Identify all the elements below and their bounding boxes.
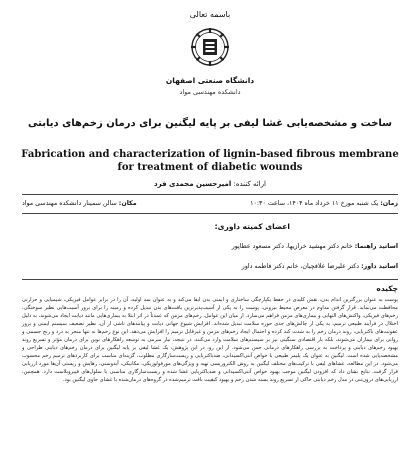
referees-line xyxy=(242,263,398,270)
presenter-name: امیرحسین محمدی فرد xyxy=(154,180,232,188)
datetime-value: یک شنبه مورخ ۱۱ خرداد ماه ۱۴۰۴، ساعت ۱۰:۳۰ xyxy=(250,200,379,207)
university-logo xyxy=(190,27,230,67)
title-english: Fabrication and characterization of lignin-based fibrous membrane for treatment of diabetic wounds xyxy=(21,149,399,173)
session-datetime xyxy=(250,200,398,207)
faculty-name: دانشکده مهندسی مواد xyxy=(179,88,241,96)
abstract-heading: چکیده xyxy=(376,284,398,293)
presenter-label: ارائه کننده: xyxy=(233,180,266,188)
datetime-label: زمان: xyxy=(380,200,398,207)
session-place xyxy=(22,200,137,207)
title-persian: ساخت و مشخصه‌یابی غشا لیفی بر پایه لیگنین برای درمان زخم‌های دیابتی xyxy=(28,118,392,129)
divider xyxy=(22,279,398,280)
abstract-body: پوست به عنوان بزرگترین اندام بدن، نقش کلیدی در حفظ یکپارچگی ساختاری و ایمنی بدن ایفا می‌کند و به عنوان سد اولیه، آن را در برابر عوامل فیزیکی، شیمیایی و حرارتی محافظت می‌نماید. قرار گرفتن مداوم در معرض محیط بیرونی، پوست را به یکی از آسیب‌پذیرترین بافت‌های بدن تبدیل کرده و زمینه را برای بروز آسیب‌هایی نظیر سوختگی، زخم‌های فیزیکی، واکنش‌های التهابی و بیماری‌های مزمن فراهم می‌سازد. از میان این عوامل، زخم‌های مزمن که عمدتاً در اثر ابتلا به بیماری‌هایی مانند دیابت ایجاد می‌شوند، به دلیل اختلال در فرآیند طبیعی ترمیم، به یکی از چالش‌های جدی حوزه سلامت تبدیل شده‌اند. افزایش شیوع جهانی دیابت و پیامدهای ناشی از آن، نظیر تضعیف سیستم ایمنی و بروز عفونت‌های باکتریایی، روند درمان زخم را به شدت کند کرده و احتمال ایجاد زخم‌های مزمن و غیرقابل ترمیم را افزایش می‌دهد. این نوع زخم‌ها نه تنها منجر به درد و رنج جسمی و روانی برای بیماران می‌شوند، بلکه بار اقتصادی سنگینی نیز بر سیستم‌های سلامت وارد می‌کنند. در نتیجه، نیاز مبرمی به توسعه راهکارهای نوین برای درمان مؤثر و تسریع روند بهبود زخم‌های دیابتی و پرداخت به بررسی راهکارهای درمانی حس می‌شود. از این رو، در این پژوهش، یک غشا لیفی بر پایه لیگنین برای درمان زخم‌های دیابتی طراحی و مشخصه‌یابی شده است. لیگنین به عنوان یک پلیمر طبیعی با خواص آنتی‌اکسیدانی، ضدباکتریایی و زیست‌سازگاری مطلوب، گزینه‌ای مناسب برای کاربردهای ترمیم زخم محسوب می‌شود. در این مطالعه، غشاهای لیفی با ترکیب‌های مختلف لیگنین به روش الکتروریسی تهیه و ویژگی‌های مورفولوژیکی، مکانیکی، آبدوستی، رهایش و زیستی آن‌ها مورد ارزیابی قرار گرفت. نتایج نشان داد که افزودن لیگنین موجب بهبود خواص آنتی‌اکسیدانی و ضدباکتریایی غشا شده و زیست‌سازگاری مناسبی با سلول‌های فیبروبلاست دارد. همچنین، ارزیابی‌های درون‌تنی در مدل زخم دیابتی حاکی از تسریع روند بسته شدن زخم و بهبود کیفیت بافت ترمیم‌شده در گروه‌های درمان‌شده با غشای حاوی لیگنین بود. xyxy=(22,297,398,383)
university-name: دانشگاه صنعتی اصفهان xyxy=(165,76,255,85)
place-label: مکان: xyxy=(118,200,137,207)
committee-heading: اعضای کمیته داوری: xyxy=(214,222,290,231)
divider xyxy=(22,194,398,195)
divider xyxy=(22,213,398,214)
supervisors-label: اساتید راهنما: xyxy=(354,243,398,250)
referees-value: دکتر علیرضا علافچیان، خانم دکتر فاطمه داور xyxy=(241,263,360,270)
presenter-line xyxy=(0,180,420,188)
supervisors-line xyxy=(232,243,398,250)
referees-label: اساتید داور: xyxy=(361,263,398,270)
basmala: باسمه تعالی xyxy=(189,10,231,19)
supervisors-value: خانم دکتر مهشید خرازیها، دکتر مسعود عطاپور xyxy=(231,243,353,250)
place-value: سالن سمینار دانشکده مهندسی مواد xyxy=(22,200,117,207)
